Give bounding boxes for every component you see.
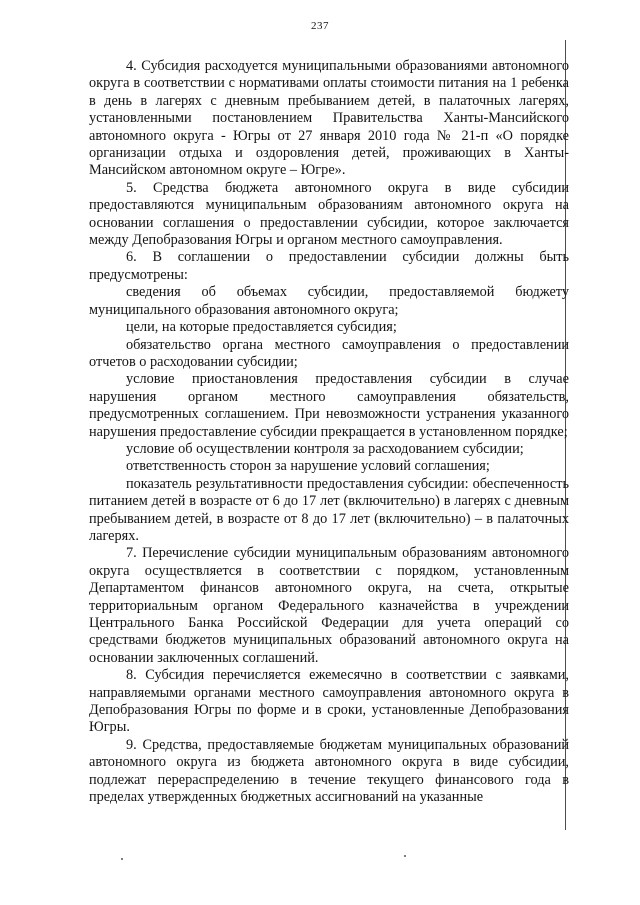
paragraph-6: 6. В соглашении о предоставлении субсидии должны быть предусмотрены: [89, 249, 569, 283]
agreement-item-performance-indicator: показатель результативности предоставления субсидии: обеспеченность питанием детей в возрасте от 6 до 17 лет (включительно) в лагерях с дневным пребыванием детей, в возрасте от 8 до 17 лет (включительно) – в палаточных лагерях. [89, 475, 569, 544]
paragraph-7: 7. Перечисление субсидии муниципальным образованиям автономного округа осуществляется в соответствии с порядком, установленным Департаментом финансов автономного округа, на счета, открытые территориальным органом Федерального казначейства в учреждении Центрального Банка Российской Федерации для учета операций со средствами бюджетов муниципальных образований автономного округа на основании заключенных соглашений. [89, 545, 569, 666]
agreement-item-budget-volume: сведения об объемах субсидии, предоставляемой бюджету муниципального образования автономного округа; [89, 284, 569, 318]
agreement-item-purposes: цели, на которые предоставляется субсидия; [126, 319, 397, 336]
scan-speck [121, 858, 123, 860]
agreement-item-control: условие об осуществлении контроля за расходованием субсидии; [126, 440, 524, 457]
paragraph-9: 9. Средства, предоставляемые бюджетам муниципальных образований автономного округа из бюджета автономного округа в виде субсидии, подлежат перераспределению в течение текущего финансового года в пределах утвержденных бюджетных ассигнований на указанные [89, 736, 569, 806]
agreement-item-responsibility: ответственность сторон за нарушение условий соглашения; [126, 458, 490, 475]
document-body [89, 58, 569, 806]
agreement-item-suspension: условие приостановления предоставления субсидии в случае нарушения органом местного самоуправления обязательств, предусмотренных соглашением. При невозможности устранения указанного нарушения предоставление субсидии прекращается в установленном порядке; [89, 371, 569, 440]
paragraph-5: 5. Средства бюджета автономного округа в виде субсидии предоставляются муниципальным образованиям автономного округа на основании соглашения о предоставлении субсидии, которое заключается между Депобразования Югры и органом местного самоуправления. [89, 179, 569, 249]
scan-speck [404, 855, 406, 857]
paragraph-8: 8. Субсидия перечисляется ежемесячно в соответствии с заявками, направляемыми органами местного самоуправления автономного округа в Депобразования Югры по форме и в сроки, установленные Депобразования Югры. [89, 667, 569, 736]
page-number: 237 [311, 20, 329, 32]
paragraph-4: 4. Субсидия расходуется муниципальными образованиями автономного округа в соответствии с нормативами оплаты стоимости питания на 1 ребенка в день в лагерях с дневным пребыванием детей, в палаточных лагерях, установленными постановлением Правительства Ханты-Мансийского автономного округа - Югры от 27 января 2010 года № 21-п «О порядке организации отдыха и оздоровления детей, проживающих в Ханты-Мансийском автономном округе – Югре». [89, 58, 569, 179]
agreement-item-reporting: обязательство органа местного самоуправления о предоставлении отчетов о расходовании субсидии; [89, 336, 569, 370]
